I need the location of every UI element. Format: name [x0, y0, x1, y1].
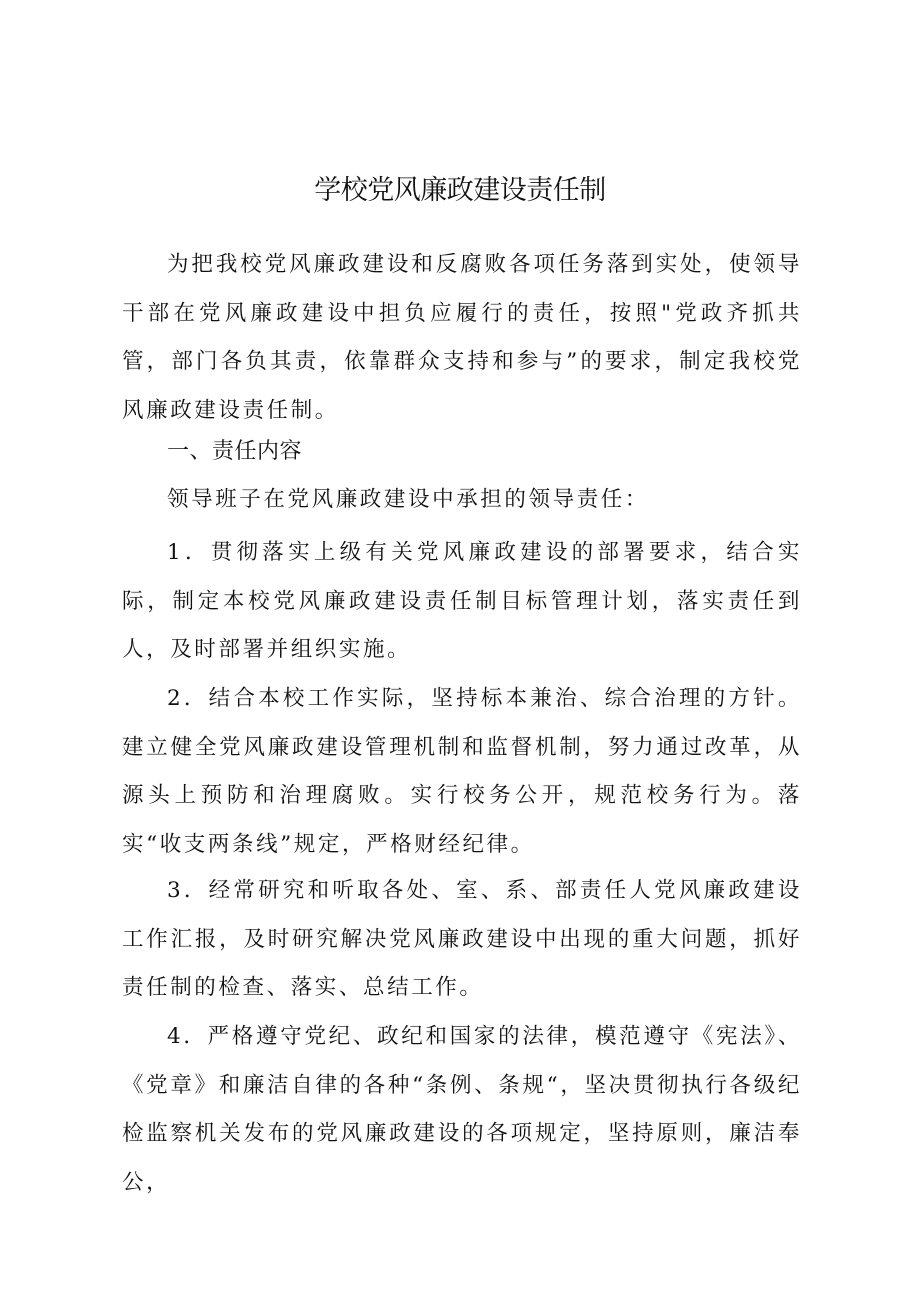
list-item-2: 2．结合本校工作实际，坚持标本兼治、综合治理的方针。建立健全党风廉政建设管理机制和监督机制，努力通过改革，从源头上预防和治理腐败。实行校务公开，规范校务行为。落实“收支两条线”规定，严格财经纪律。	[122, 686, 802, 857]
section-heading: 一、责任内容	[167, 439, 303, 464]
list-item-3: 3．经常研究和听取各处、室、系、部责任人党风廉政建设工作汇报，及时研究解决党风廉政建设中出现的重大问题，抓好责任制的检查、落实、总结工作。	[122, 878, 802, 1000]
list-item-1: 1．贯彻落实上级有关党风廉政建设的部署要求，结合实际，制定本校党风廉政建设责任制目标管理计划，落实责任到人，及时部署并组织实施。	[122, 540, 802, 662]
list-item-4: 4．严格遵守党纪、政纪和国家的法律，模范遵守《宪法》、《党章》和廉洁自律的各种“条例、条规“，坚决贯彻执行各级纪检监察机关发布的党风廉政建设的各项规定，坚持原则，廉洁奉公，	[122, 1024, 802, 1195]
intro-paragraph: 为把我校党风廉政建设和反腐败各项任务落到实处，使领导干部在党风廉政建设中担负应履行的责任，按照"党政齐抓共管，部门各负其责，依靠群众支持和参与”的要求，制定我校党风廉政建设责任制。	[122, 252, 802, 423]
document-title: 学校党风廉政建设责任制	[314, 175, 606, 206]
lead-paragraph: 领导班子在党风廉政建设中承担的领导责任：	[167, 487, 650, 512]
